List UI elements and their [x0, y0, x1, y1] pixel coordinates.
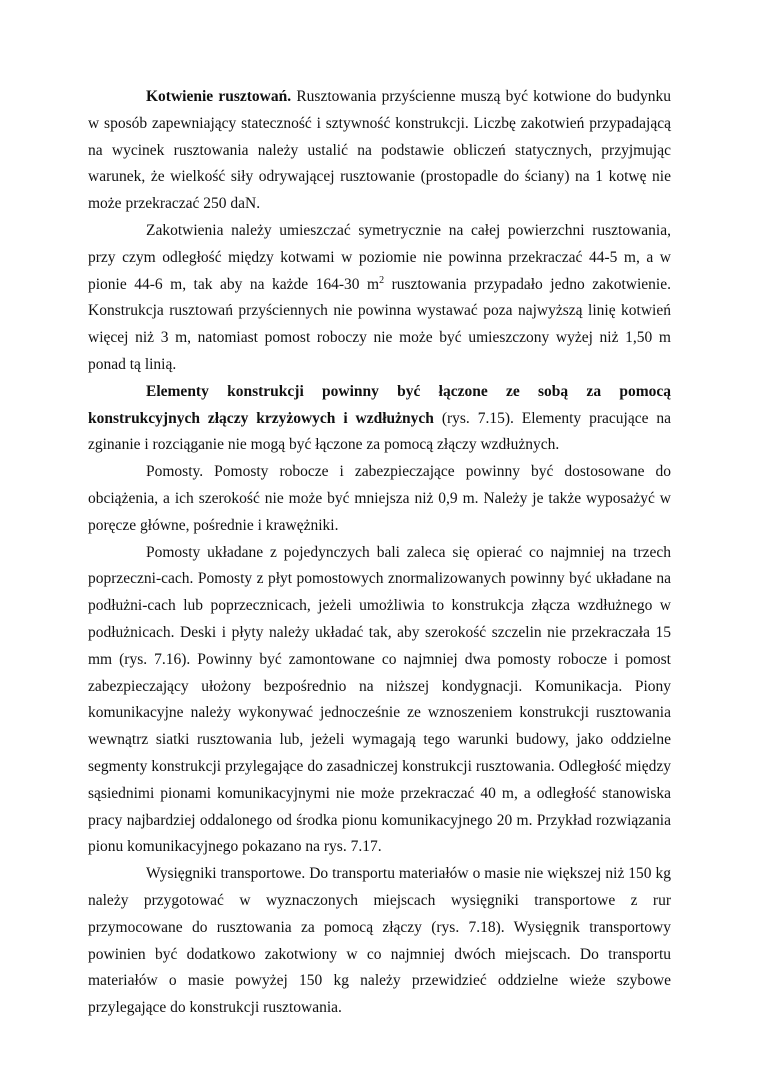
paragraph-anchor-spacing	[88, 218, 671, 379]
superscript-exponent: 2	[379, 274, 385, 286]
paragraph-text: (rys. 7.15). Elementy pracujące na zginanie i rozciąganie nie mogą być łączone za pomocą złączy wzdłużnych.	[88, 409, 671, 454]
paragraph-joints	[88, 379, 671, 459]
paragraph-text: Zakotwienia należy umieszczać symetrycznie na całej powierzchni rusztowania, przy czym odległość między kotwami w poziomie nie powinna przekraczać 44-5 m, a w pionie 44-6 m, tak aby na każde 164-30 m	[88, 221, 671, 293]
paragraph-lead-bold: Elementy konstrukcji powinny być łączone ze sobą za pomocą konstrukcyjnych złączy krzyżowych i wzdłużnych	[88, 382, 671, 427]
paragraph-platform-laying: Pomosty układane z pojedynczych bali zaleca się opierać co najmniej na trzech poprzeczni-cach. Pomosty z płyt pomostowych znormalizowanych powinny być układane na podłużni-cach lub poprzecznicach, jeżeli umożliwia to konstrukcja złącza wzdłużnego w podłużnicach. Deski i płyty należy układać tak, aby szerokość szczelin nie przekraczała 15 mm (rys. 7.16). Powinny być zamontowane co najmniej dwa pomosty robocze i pomost zabezpieczający ułożony bezpośrednio na niższej kondygnacji. Komunikacja. Piony komunikacyjne należy wykonywać jednocześnie ze wznoszeniem konstrukcji rusztowania wewnątrz siatki rusztowania lub, jeżeli wymagają tego warunki budowy, jako oddzielne segmenty konstrukcji przylegające do zasadniczej konstrukcji rusztowania. Odległość między sąsiednimi pionami komunikacyjnymi nie może przekraczać 40 m, a odległość stanowiska pracy najbardziej oddalonego od środka pionu komunikacyjnego 20 m. Przykład rozwiązania pionu komunikacyjnego pokazano na rys. 7.17.	[88, 543, 671, 856]
paragraph-platforms: Pomosty. Pomosty robocze i zabezpieczające powinny być dostosowane do obciążenia, a ich szerokość nie może być mniejsza niż 0,9 m. Należy je także wyposażyć w poręcze główne, pośrednie i krawężniki.	[88, 463, 671, 534]
document-page	[88, 84, 671, 1022]
paragraph-text: rusztowania przypadało jedno zakotwienie. Konstrukcja rusztowań przyściennych nie powinna wystawać poza najwyższą linię kotwień więcej niż 3 m, natomiast pomost roboczy nie może być umieszczony wyżej niż 1,50 m ponad tą linią.	[88, 275, 671, 373]
paragraph-text: Rusztowania przyścienne muszą być kotwione do budynku w sposób zapewniający stateczność i sztywność konstrukcji. Liczbę zakotwień przypadającą na wycinek rusztowania należy ustalić na podstawie obliczeń statycznych, przyjmując warunek, że wielkość siły odrywającej rusztowanie (prostopadle do ściany) na 1 kotwę nie może przekraczać 250 daN.	[88, 88, 672, 213]
paragraph-lead-bold: Kotwienie rusztowań.	[146, 88, 292, 105]
paragraph-transport-booms: Wysięgniki transportowe. Do transportu materiałów o masie nie większej niż 150 kg należy przygotować w wyznaczonych miejscach wysięgniki transportowe z rur przymocowane do rusztowania za pomocą złączy (rys. 7.18). Wysięgnik transportowy powinien być dodatkowo zakotwiony w co najmniej dwóch miejscach. Do transportu materiałów o masie powyżej 150 kg należy przewidzieć oddzielne wieże szybowe przylegające do konstrukcji rusztowania.	[88, 865, 671, 1017]
paragraph-anchoring	[88, 84, 671, 218]
